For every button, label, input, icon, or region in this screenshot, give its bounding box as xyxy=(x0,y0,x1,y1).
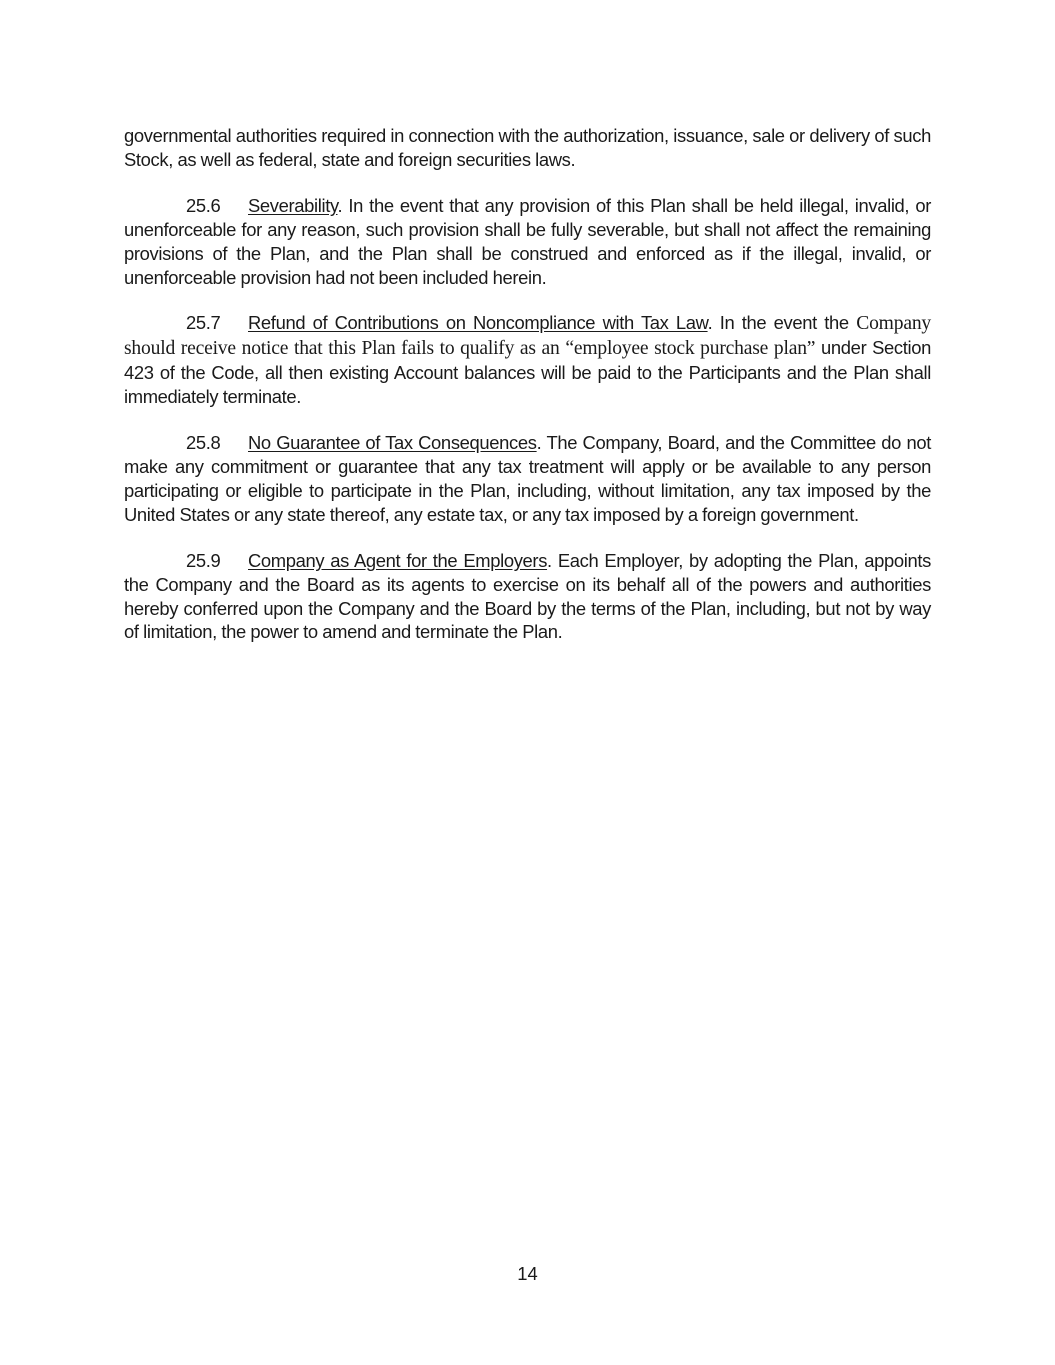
section-heading: No Guarantee of Tax Consequences xyxy=(248,432,537,454)
section-heading: Severability xyxy=(248,194,338,216)
section-heading: Company as Agent for the Employers xyxy=(248,549,548,571)
section-25-9 xyxy=(124,549,931,645)
section-body: . In the event that any provision of this Plan shall be held illegal, invalid, or unenforceable for any reason, such provision shall be fully severable, but shall not affect the remaining provisions of the Plan, and the Plan shall be construed and enforced as if the illegal, invalid, or unenforceable provision had not been included herein. xyxy=(124,194,931,288)
document-body xyxy=(124,124,931,666)
section-heading: Refund of Contributions on Noncompliance with Tax Law xyxy=(248,312,708,334)
section-25-7 xyxy=(124,311,931,409)
section-number: 25.8 xyxy=(186,432,221,454)
section-25-8 xyxy=(124,431,931,527)
section-body: . Each Employer, by adopting the Plan, appoints the Company and the Board as its agents to exercise on its behalf all of the powers and authorities hereby conferred upon the Company and the Board by the terms of the Plan, including, but not by way of limitation, the power to amend and terminate the Plan. xyxy=(124,549,931,643)
page-number: 14 xyxy=(517,1263,538,1284)
section-body-serif-line: Company should receive notice that this Plan fails to qualify as an “employee stock purchase plan” xyxy=(124,313,932,360)
section-number: 25.9 xyxy=(186,549,221,571)
section-25-6 xyxy=(124,194,931,290)
section-body: . The Company, Board, and the Committee do not make any commitment or guarantee that any tax treatment will apply or be available to any person participating or eligible to participate in the Plan, including, without limitation, any tax imposed by the United States or any state thereof, any estate tax, or any tax imposed by a foreign government. xyxy=(124,432,931,525)
section-body: under Section 423 of the Code, all then existing Account balances will be paid to the Participants and the Plan shall immediately terminate. xyxy=(124,337,931,408)
section-body: . In the event the xyxy=(707,312,857,334)
section-number: 25.6 xyxy=(186,194,221,216)
intro-paragraph: governmental authorities required in connection with the authorization, issuance, sale or delivery of such Stock, as well as federal, state and foreign securities laws. xyxy=(124,125,931,170)
section-number: 25.7 xyxy=(186,312,221,334)
